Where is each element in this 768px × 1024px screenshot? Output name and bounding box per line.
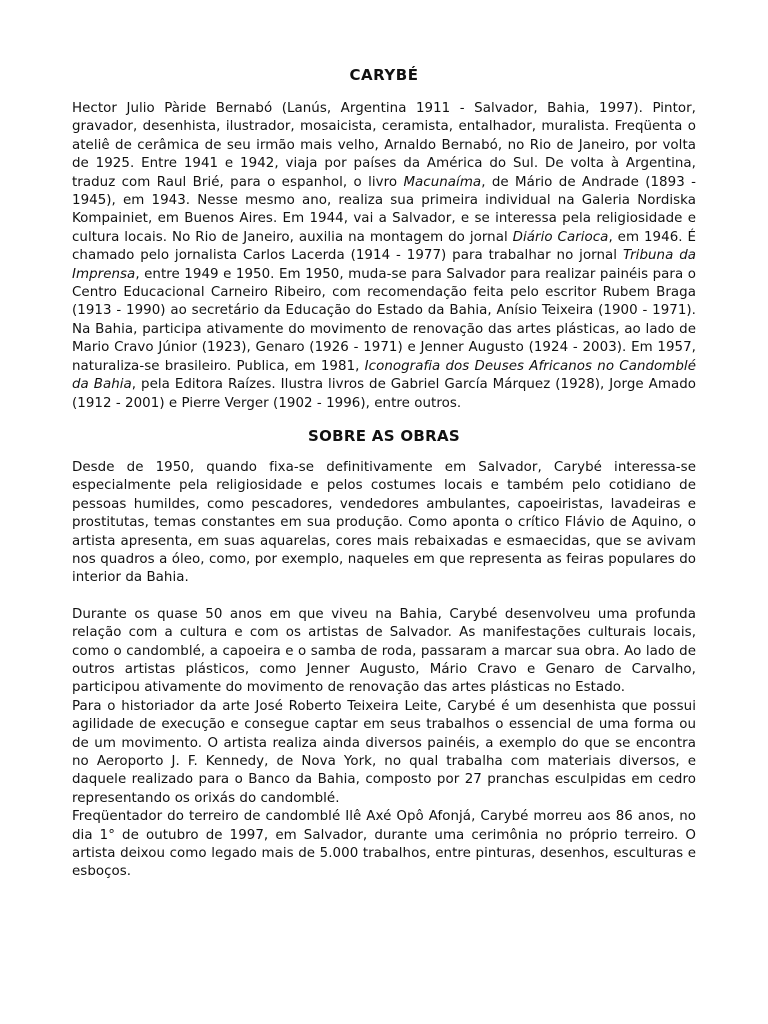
bio-italic-diario-carioca: Diário Carioca	[512, 229, 609, 245]
works-paragraph-3: Para o historiador da arte José Roberto Teixeira Leite, Carybé é um desenhista que possui agilidade de execução e consegue captar em seus trabalhos o essencial de uma forma ou de um movimento. O artista realiza ainda diversos painéis, a exemplo do que se encontra no Aeroporto J. F. Kennedy, de Nova York, no qual trabalha com materiais diversos, e daquele realizado para o Banco da Bahia, composto por 27 pranchas esculpidas em cedro representando os orixás do candomblé.	[72, 698, 696, 806]
section-title-works: SOBRE AS OBRAS	[308, 426, 460, 445]
bio-text-d: , entre 1949 e 1950. Em 1950, muda-se para Salvador para realizar painéis para o Centro Educacional Carneiro Ribeiro, com recomendação feita pelo escritor Rubem Braga (1913 - 1990) ao secretário da Educação do Estado da Bahia, Anísio Teixeira (1900 - 1971). Na Bahia, participa ativamente do movimento de renovação das artes plásticas, ao lado de Mario Cravo Júnior (1923), Genaro (1926 - 1971) e Jenner Augusto (1924 - 2003). Em 1957, naturaliza-se brasileiro. Publica, em 1981,	[72, 266, 696, 374]
bio-italic-tribuna: Tribuna da Imprensa	[72, 248, 696, 282]
bio-italic-iconografia: Iconografia dos Deuses Africanos no Candomblé da Bahia	[72, 358, 696, 393]
bio-text-a: Hector Julio Pàride Bernabó (Lanús, Argentina 1911 - Salvador, Bahia, 1997). Pintor, gravador, desenhista, ilustrador, mosaicista, ceramista, entalhador, muralista. Freqüenta o ateliê de cerâmica de seu irmão mais velho, Arnaldo Bernabó, no Rio de Janeiro, por volta de 1925. Entre 1941 e 1942, viaja por países da América do Sul. De volta à Argentina, traduz com Raul Brié, para o espanhol, o livro	[72, 101, 696, 190]
works-paragraph-2: Durante os quase 50 anos em que viveu na Bahia, Carybé desenvolveu uma profunda relação com a cultura e com os artistas de Salvador. As manifestações culturais locais, como o candomblé, a capoeira e o samba de roda, passaram a marcar sua obra. Ao lado de outros artistas plásticos, como Jenner Augusto, Mário Cravo e Genaro de Carvalho, participou ativamente do movimento de renovação das artes plásticas no Estado.	[72, 606, 696, 696]
bio-italic-macunaima: Macunaíma	[403, 174, 482, 190]
bio-text-c: , em 1946. É chamado pelo jornalista Carlos Lacerda (1914 - 1977) para trabalhar no jornal	[72, 229, 697, 264]
biography-paragraph	[72, 100, 696, 413]
document-page	[72, 64, 696, 882]
page-title: CARYBÉ	[349, 66, 419, 84]
works-paragraph-1: Desde de 1950, quando fixa-se definitivamente em Salvador, Carybé interessa-se especialmente pela religiosidade e pelos costumes locais e também pelo cotidiano de pessoas humildes, como pescadores, vendedores ambulantes, capoeiristas, lavadeiras e prostitutas, temas constantes em sua produção. Como aponta o crítico Flávio de Aquino, o artista apresenta, em suas aquarelas, cores mais rebaixadas e esmaecidas, que se avivam nos quadros a óleo, como, por exemplo, naqueles em que representa as feiras populares do interior da Bahia.	[72, 459, 696, 586]
bio-text-e: , pela Editora Raízes. Ilustra livros de Gabriel García Márquez (1928), Jorge Amado (1912 - 2001) e Pierre Verger (1902 - 1996), entre outros.	[72, 377, 696, 411]
works-paragraph-4: Freqüentador do terreiro de candomblé Ilê Axé Opô Afonjá, Carybé morreu aos 86 anos, no dia 1° de outubro de 1997, em Salvador, durante uma cerimônia no próprio terreiro. O artista deixou como legado mais de 5.000 trabalhos, entre pinturas, desenhos, esculturas e esboços.	[72, 809, 696, 880]
bio-text-b: , de Mário de Andrade (1893 - 1945), em 1943. Nesse mesmo ano, realiza sua primeira individual na Galeria Nordiska Kompainiet, em Buenos Aires. Em 1944, vai a Salvador, e se interessa pela religiosidade e cultura locais. No Rio de Janeiro, auxilia na montagem do jornal	[72, 174, 696, 245]
